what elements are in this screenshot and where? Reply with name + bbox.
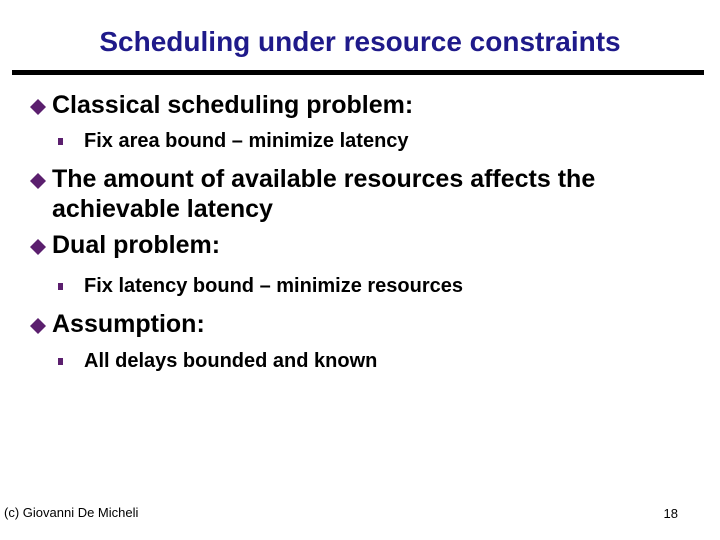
bullet-available-resources	[30, 164, 700, 224]
sub-bullet-text: Fix area bound – minimize latency	[84, 130, 409, 152]
diamond-bullet-icon	[30, 164, 52, 189]
sub-bullet-fix-area	[58, 128, 698, 154]
bullet-classical-scheduling	[30, 90, 700, 120]
sub-bullet-text: Fix latency bound – minimize resources	[84, 275, 464, 297]
square-bullet-icon	[58, 128, 84, 146]
bullet-assumption	[30, 309, 700, 339]
square-bullet-icon	[58, 348, 84, 366]
slide-title: Scheduling under resource constraints	[99, 26, 621, 57]
diamond-bullet-icon	[30, 309, 52, 334]
bullet-dual-problem	[30, 230, 700, 260]
page-number: 18	[663, 506, 678, 521]
bullet-text: Assumption:	[52, 310, 205, 338]
bullet-text: The amount of available resources affects the achievable latency	[52, 165, 596, 223]
bullet-text: Dual problem:	[52, 231, 221, 259]
title-divider	[12, 70, 704, 75]
footer-copyright: (c) Giovanni De Micheli	[4, 505, 139, 520]
sub-bullet-delays	[58, 348, 698, 374]
sub-bullet-text: All delays bounded and known	[84, 350, 378, 372]
sub-bullet-fix-latency	[58, 273, 698, 299]
diamond-bullet-icon	[30, 230, 52, 255]
diamond-bullet-icon	[30, 90, 52, 115]
square-bullet-icon	[58, 273, 84, 291]
bullet-text: Classical scheduling problem:	[52, 91, 414, 119]
